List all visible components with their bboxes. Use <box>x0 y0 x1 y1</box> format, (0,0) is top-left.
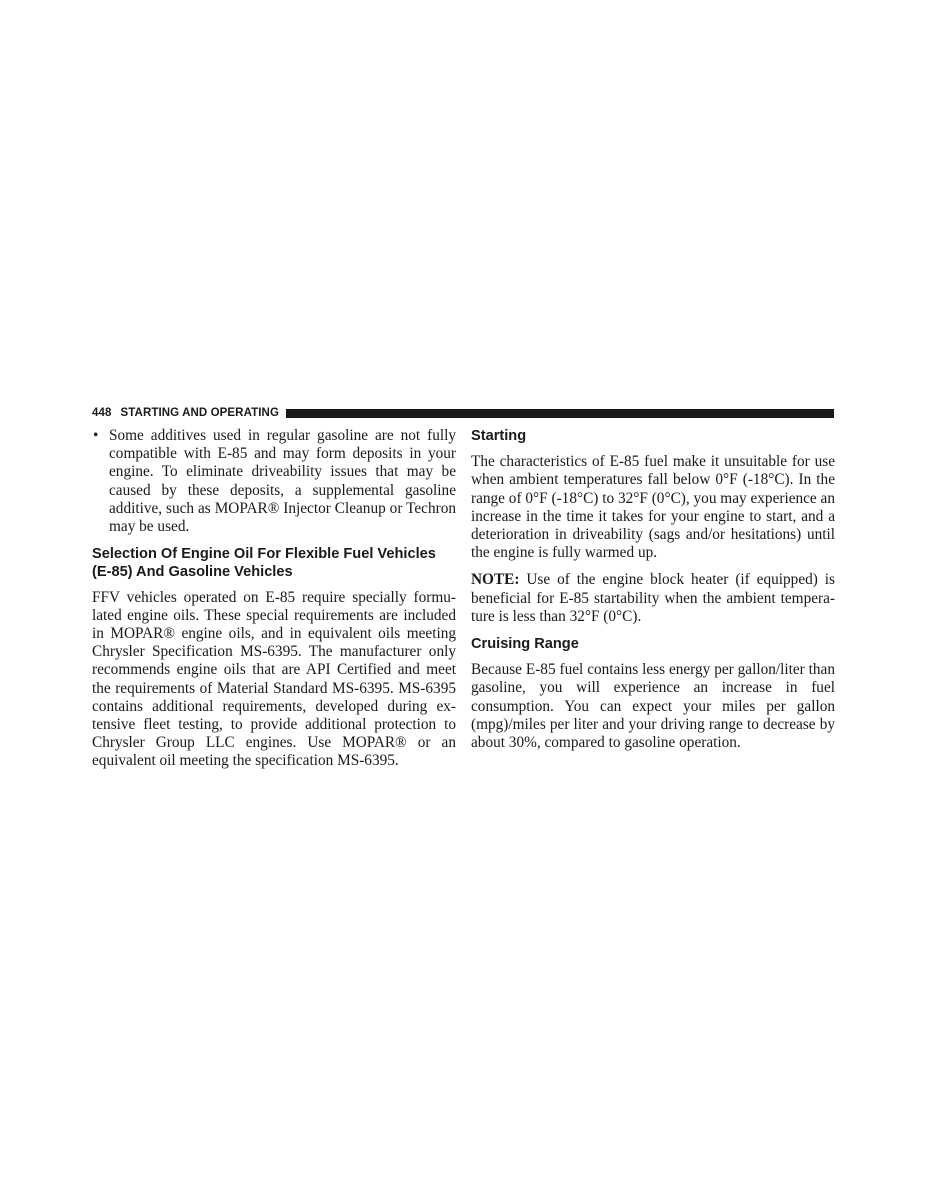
right-column <box>471 427 835 752</box>
left-column <box>92 427 456 771</box>
page-header <box>92 404 834 422</box>
note-text: Use of the engine block heater (if equipped) is beneficial for E-85 startability when the ambient temperature is less than 32°F (0°C). <box>471 571 835 625</box>
heading-engine-oil-selection: Selection Of Engine Oil For Flexible Fuel Vehicles (E-85) And Gasoline Vehicles <box>92 546 436 581</box>
bullet-item-additives <box>92 427 456 536</box>
paragraph-starting: The characteristics of E-85 fuel make it unsuitable for use when ambient temperatures fall below 0°F (-18°C). In the range of 0°F (-18°C) to 32°F (0°C), you may experience an increase in the time it takes for your engine to start, and a deterioration in driveability (sags and/or hesitations) until the engine is fully warmed up. <box>471 453 835 562</box>
note-paragraph <box>471 571 835 626</box>
bullet-text: Some additives used in regular gasoline are not fully compatible with E-85 and may form deposits in your engine. To eliminate driveability issues that may be caused by these deposits, a supplemental gasoline additive, such as MOPAR® Injector Cleanup or Techron may be used. <box>109 427 456 536</box>
header-rule <box>286 409 834 418</box>
bullet-mark: • <box>93 427 99 444</box>
heading-starting: Starting <box>471 428 527 444</box>
heading-cruising-range: Cruising Range <box>471 636 579 653</box>
note-label: NOTE: <box>471 571 520 589</box>
page-number: 448 <box>92 407 112 419</box>
paragraph-cruising-range: Because E-85 fuel contains less energy per gallon/liter than gasoline, you will experience an increase in fuel consumption. You can expect your miles per gallon (mpg)/miles per liter and your driving range to decrease by about 30%, compared to gasoline operation. <box>471 661 835 752</box>
section-title: STARTING AND OPERATING <box>120 407 280 419</box>
paragraph-engine-oil: FFV vehicles operated on E-85 require specially formulated engine oils. These special requirements are included in MOPAR® engine oils, and in equivalent oils meeting Chrysler Specification MS-6395. The manufacturer only recommends engine oils that are API Certified and meet the requirements of Material Standard MS-6395. MS-6395 contains additional requirements, developed during extensive fleet testing, to provide additional protection to Chrysler Group LLC engines. Use MOPAR® or an equivalent oil meeting the specification MS-6395. <box>92 588 456 770</box>
